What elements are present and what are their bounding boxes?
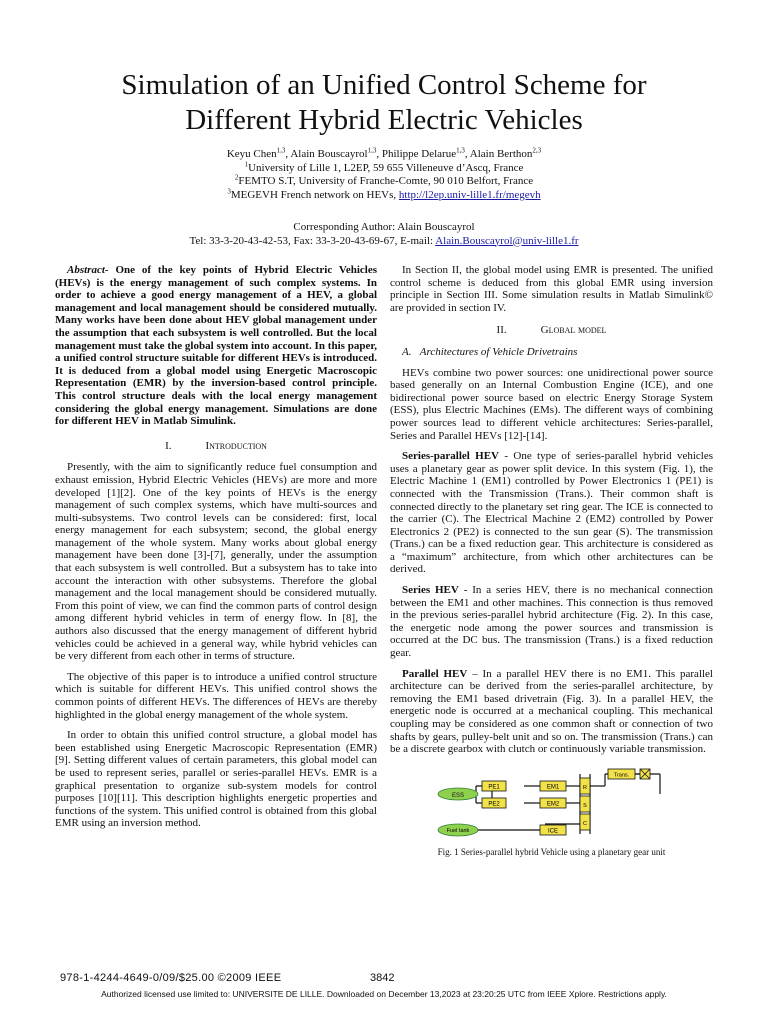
pe1-label: PE1 <box>488 784 500 791</box>
author-sep: , <box>376 148 382 160</box>
intro-paragraph-2: The objective of this paper is to introduce a unified control structure which is suitable for different HEVs. This unified control shows the common points of different HEVs. The differences of HEVs are thereby highlighted in the global energy management of the whole system. <box>55 670 377 721</box>
fuel-tank-node <box>438 824 478 836</box>
corresponding-author: Corresponding Author: Alain Bouscayrol <box>293 221 475 233</box>
transmission-label: Trans. <box>613 772 630 779</box>
author-name: Philippe Delarue <box>381 148 457 160</box>
series-parallel-paragraph <box>390 450 713 576</box>
affil-text: FEMTO S.T, University of Franche-Comte, 90 010 Belfort, France <box>238 175 534 187</box>
title-line-1: Simulation of an Unified Control Scheme for <box>121 69 647 101</box>
affiliation-3 <box>0 186 768 203</box>
series-paragraph <box>390 584 713 660</box>
license-notice: Authorized licensed use limited to: UNIVERSITE DE LILLE. Downloaded on December 13,2023 at 23:20:25 UTC from IEEE Xplore. Restrictions apply. <box>101 989 667 999</box>
drivetrain-diagram <box>390 764 713 844</box>
author-sup: 1,3 <box>276 146 286 155</box>
title-line-2: Different Hybrid Electric Vehicles <box>185 104 583 136</box>
figure-1 <box>390 764 713 844</box>
parallel-term: Parallel HEV <box>402 667 468 680</box>
ess-node <box>438 788 478 800</box>
subsection-title: Architectures of Vehicle Drivetrains <box>419 345 578 358</box>
hev-paragraph: HEVs combine two power sources: one unidirectional power source based generally on an Internal Combustion Engine (ICE), and one bidirectional power source based on electric Energy Storage System (ESS), plus Electric Machines (EMs). The different ways of combining power sources lead to different vehicle architectures: Series-parallel, Series and Parallel HEVs [12]-[14]. <box>390 366 713 442</box>
footer-isbn: 978-1-4244-4649-0/09/$25.00 ©2009 IEEE <box>60 972 282 984</box>
planetary-gear <box>580 778 590 830</box>
section-number: I. <box>165 439 172 452</box>
intro-paragraph-1: Presently, with the aim to significantly reduce fuel consumption and exhaust emission, Hybrid Electric Vehicles (HEVs) are more and more developed [1][2]. One of the key points of HEVs is the energy management of such complex systems, which have multi-sources and multi-subsystems. Two control levels can be considered: first, local energy management for each subsystem; second, the global energy management of the whole system. Many works about global energy management have been done [3]-[7], generally, under the assumption that each subsystem is well controlled. But a subsystem has to take into account the interaction with other subsystems. Therefore the global management and the local management should be considered mutually. From this point of view, we can find the common parts of control design among different hybrid vehicles in term of energy flow. In [8], the authors also discussed that the energy management of different hybrid vehicles could be achieved in a general way, while hybrid vehicles can be very different from each other in terms of structure. <box>55 461 377 663</box>
ice-node <box>540 825 566 835</box>
series-term: Series HEV <box>402 584 459 597</box>
author-names <box>0 148 768 162</box>
page-number: 3842 <box>370 972 395 984</box>
section-heading-introduction <box>55 440 377 453</box>
author-name: Alain Berthon <box>469 148 533 160</box>
affiliation-2 <box>0 175 768 189</box>
author-sep: , <box>285 148 291 160</box>
carrier-label: C <box>583 820 587 827</box>
left-column <box>55 264 377 838</box>
megevh-link[interactable]: http://l2ep.univ-lille1.fr/megevh <box>398 188 541 201</box>
section-heading-global-model <box>390 324 713 337</box>
series-text: - In a series HEV, there is no mechanical connection between the EM1 and other machines. This connection is thus removed in the previous series-parallel hybrid architecture (Fig. 2). In this case, the energetic node among the power sources and transmission is occurred at the DC bus. The transmission (Trans.) is a fixed reduction gear. <box>390 584 713 660</box>
parallel-paragraph <box>390 668 713 756</box>
section-number: II. <box>496 324 507 337</box>
em1-label: EM1 <box>546 784 560 791</box>
affil-text: University of Lille 1, L2EP, 59 655 Villeneuve d’Ascq, France <box>248 161 524 174</box>
em2-node <box>540 798 566 808</box>
pe1-node <box>482 781 506 791</box>
sun-gear-label: S <box>583 802 587 809</box>
author-block <box>0 148 768 202</box>
subsection-label: A. <box>402 345 412 358</box>
abstract <box>55 264 377 428</box>
subsection-heading-a <box>402 346 713 359</box>
overview-paragraph: In Section II, the global model using EMR is presented. The unified control scheme is deduced from this global EMR using inversion principle in Section III. Some simulation results in Matlab Simulink© are provided in section IV. <box>390 264 713 314</box>
affil-sup: 1 <box>244 159 249 168</box>
author-sup: 1,3 <box>456 146 465 155</box>
contact-text: Tel: 33-3-20-43-42-53, Fax: 33-3-20-43-69-67, E-mail: <box>189 234 436 247</box>
author-name: Keyu Chen <box>226 148 277 160</box>
abstract-text: One of the key points of Hybrid Electric Vehicles (HEVs) is the energy management of such complex systems. In order to achieve a good energy management of a HEV, a global management and local management should be considered mutually. Many works have been done about HEV global management under the assumption that each subsystem is well controlled. But the local management must take the global system into account. In this paper, a unified control structure suitable for different HEVs is introduced. It is deduced from a global model using Energetic Macroscopic Representation (EMR) by the inversion-based control principle. This control structure deals with the local energy management considering the global energy management. Simulations are done for different HEV in Matlab Simulink. <box>55 264 377 428</box>
fuel-tank-label: Fuel tank <box>446 827 470 834</box>
affil-sup: 2 <box>234 173 239 182</box>
author-sup: 2,3 <box>532 146 542 155</box>
ring-gear-label: R <box>583 784 587 791</box>
email-link[interactable]: Alain.Bouscayrol@univ-lille1.fr <box>435 234 579 247</box>
right-column <box>390 264 713 858</box>
abstract-label: Abstract- <box>67 264 109 276</box>
series-parallel-text: - One type of series-parallel hybrid vehicles uses a planetary gear as power split device. In this system (Fig. 1), the Electric Machine 1 (EM1) controlled by Power Electronics 1 (PE1) is connected with the Transmission (Trans.). Their common shaft is connected directly to the planetary set ring gear. The ICE is connected to the carrier (C). The Electrical Machine 2 (EM2) controlled by Power Electronics 2 (PE2) is connected to the sun gear (S). The transmission (Trans.) can be a fixed reduction gear. This architecture is considered as a “maximum” architecture, from which other architectures can be derived. <box>390 450 713 576</box>
ice-label: ICE <box>547 828 559 835</box>
intro-paragraph-3: In order to obtain this unified control structure, a global model has been established using Energetic Macroscopic Representation (EMR) [9]. Setting different values of certain parameters, this global model can be used to represent series, parallel or series-parallel HEVs. EMR is a graphical presentation to organize sub-system models for control purposes [10][11]. This description highlights energetic properties and functions of the system. This unified control is obtained from this global EMR using an inversion method. <box>55 729 377 830</box>
affiliation-1 <box>0 159 768 176</box>
transmission-node <box>608 769 635 779</box>
paper-title <box>0 68 768 138</box>
author-sep: , <box>464 148 470 160</box>
parallel-text: – In a parallel HEV there is no EM1. This parallel architecture can be derived from the series-parallel architecture, by removing the EM1 based drivetrain (Fig. 3). In a parallel HEV, the energetic node is occurred at a mechanical coupling. This mechanical coupling may be considered as one common shaft or connection of two shafts by gears, pulley-belt unit and so on. The transmission (Trans.) can be a discrete gearbox with clutch or continuously variable transmission. <box>390 667 713 756</box>
affil-text: MEGEVH French network on HEVs, <box>230 188 399 201</box>
em2-label: EM2 <box>546 801 560 808</box>
contact-line <box>0 235 768 249</box>
section-title: Introduction <box>205 439 267 452</box>
pe2-node <box>482 798 506 808</box>
em1-node <box>540 781 566 791</box>
wheel-icon <box>640 769 650 779</box>
correspondence-block <box>0 221 768 248</box>
author-name: Alain Bouscayrol <box>290 148 368 160</box>
author-sup: 1,3 <box>367 146 377 155</box>
section-title: Global model <box>540 324 607 337</box>
affil-sup: 3 <box>227 186 231 195</box>
figure-caption: Fig. 1 Series-parallel hybrid Vehicle using a planetary gear unit <box>437 846 666 857</box>
series-parallel-term: Series-parallel HEV <box>402 450 500 463</box>
ess-label: ESS <box>451 792 465 799</box>
pe2-label: PE2 <box>488 801 500 808</box>
